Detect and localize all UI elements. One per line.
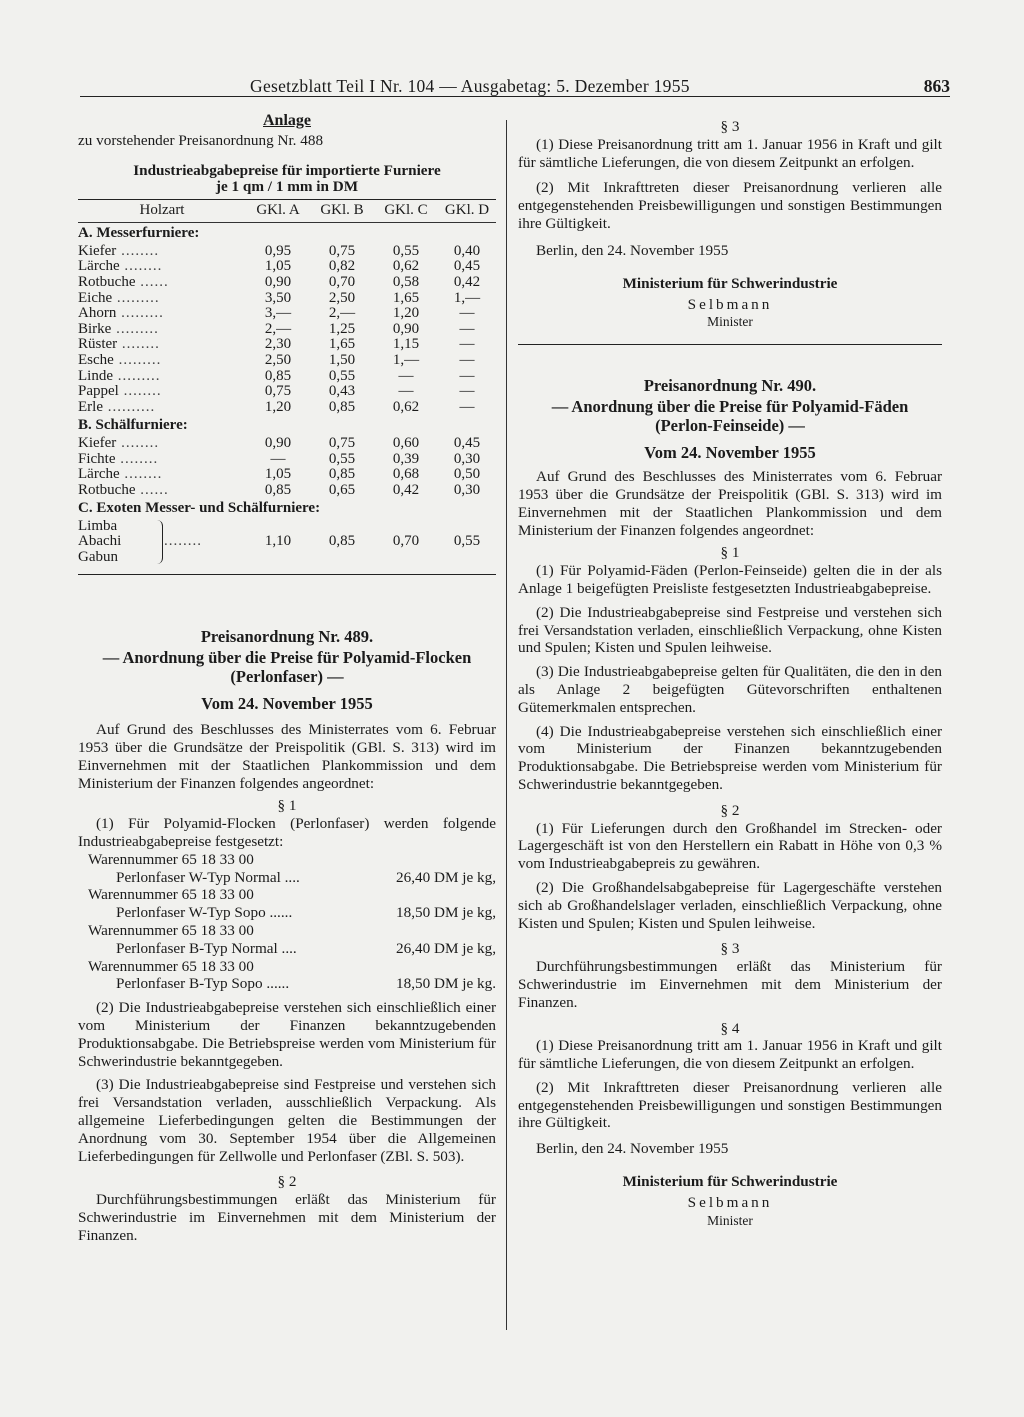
po490-s3-p: Durchführungsbestimmungen erläßt das Ministerium für Schwerindustrie im Einvernehmen mit dem Ministerium der Finanzen.: [518, 958, 942, 1011]
po489-signer-title: Minister: [707, 314, 753, 330]
price-cell-a: 0,85: [264, 367, 292, 384]
price-cell-a: 3,50: [264, 289, 292, 306]
group-row: [78, 223, 496, 244]
price-cell-d: —: [459, 383, 475, 400]
table-row: [78, 337, 496, 353]
leader-dots: .........: [113, 367, 161, 384]
price-cell-b: 0,85: [328, 466, 356, 483]
wood-name: Ahorn: [78, 305, 117, 322]
price-cell-d: —: [459, 305, 475, 322]
leader-dots: ........: [118, 383, 162, 400]
wood-name: Esche: [78, 351, 114, 368]
price-cell-a: 1,05: [264, 466, 292, 483]
wood-name: Abachi: [78, 533, 122, 550]
table-row: [78, 400, 496, 416]
price-cell-d: 0,30: [453, 481, 481, 498]
price-cell-c: 0,90: [392, 320, 420, 337]
price-cell-a: 0,95: [264, 242, 292, 259]
wood-name: Kiefer: [78, 434, 117, 451]
price-cell-c: 1,—: [392, 351, 420, 368]
price-cell-c: [374, 550, 438, 566]
price-cell-a: 0,75: [264, 383, 292, 400]
wood-cell: [78, 384, 246, 400]
price-cell-b: 0,55: [328, 450, 356, 467]
leader-dots: ......: [135, 273, 169, 290]
page-number: 863: [923, 76, 950, 96]
po489-s1-p3: (3) Die Industrieabgabepreise sind Festpreise und verstehen sich frei Versandstation verladen, ausschließlich Verpackung. Als allgemeine Lieferbedingungen gelten die Bestimmungen der Anordnung vom 30. September 1954 über die Allgemeinen Lieferbedingungen für Zellwolle und Perlonfaser (ZBl. S. 503).: [78, 1076, 496, 1165]
header-title: Gesetzblatt Teil I Nr. 104 — Ausgabetag: 5. Dezember 1955: [250, 76, 690, 96]
price-cell-d: 0,40: [453, 242, 481, 259]
leader-dots: ........: [119, 258, 163, 275]
wood-cell: [78, 467, 246, 483]
table-row: [78, 436, 496, 452]
group-label: C. Exoten Messer- und Schälfurniere:: [78, 500, 321, 517]
table-row: [78, 483, 496, 499]
price-cell-d: 1,—: [453, 289, 481, 306]
po490-date: Vom 24. November 1955: [644, 443, 816, 463]
price-cell-d: —: [459, 320, 475, 337]
price-cell-d: —: [459, 351, 475, 368]
table-row: [78, 322, 496, 338]
table-row: [78, 244, 496, 260]
leader-dots: ........: [164, 533, 202, 550]
price-cell-b: 0,70: [328, 273, 356, 290]
po490-s4-p1: (1) Diese Preisanordnung tritt am 1. Januar 1956 in Kraft und gilt für sämtliche Lieferungen, die von diesem Zeitpunkt an erfolgen.: [518, 1037, 942, 1073]
group-row: [78, 498, 496, 519]
leader-dots: ........: [116, 434, 160, 451]
wood-name: Lärche: [78, 258, 120, 275]
wood-cell: [78, 353, 246, 369]
po489-ministry: Ministerium für Schwerindustrie: [622, 274, 838, 292]
po489-s1-heading: § 1: [277, 797, 297, 815]
table-row: [78, 519, 496, 535]
po490-ministry: Ministerium für Schwerindustrie: [622, 1173, 838, 1191]
table-row: [78, 306, 496, 322]
price-cell-b: 0,75: [328, 242, 356, 259]
price-cell-d: 0,45: [453, 434, 481, 451]
po490-intro: Auf Grund des Beschlusses des Ministerrates vom 6. Februar 1953 über die Grundsätze der Preispolitik (GBl. S. 313) wird im Einvernehmen mit der Staatlichen Plankommission und dem Ministerium der Finanzen folgendes angeordnet:: [518, 468, 942, 539]
po490-s4-heading: § 4: [720, 1019, 740, 1037]
table-row: [78, 550, 496, 566]
anlage-subheading: zu vorstehender Preisanordnung Nr. 488: [78, 131, 324, 149]
price-cell-a: 0,90: [264, 273, 292, 290]
po490-title: Preisanordnung Nr. 490.: [643, 376, 817, 395]
wood-cell: [78, 259, 246, 275]
price-cell-d: [438, 519, 496, 535]
price-cell-c: 1,15: [392, 336, 420, 353]
product-price: 26,40 DM je kg,: [396, 939, 496, 957]
price-cell-c: 0,60: [392, 434, 420, 451]
po489-intro: Auf Grund des Beschlusses des Ministerrates vom 6. Februar 1953 über die Grundsätze der Preispolitik (GBl. S. 313) wird im Einvernehmen mit der Staatlichen Plankommission und dem Ministerium der Finanzen folgendes angeordnet:: [78, 721, 496, 792]
po490-s1-p3: (3) Die Industrieabgabepreise gelten für Qualitäten, die den in den als Anlage 2 beigefügten Gütevorschriften enthaltenen Gütemerkmalen entsprechen.: [518, 663, 942, 716]
anlage-heading: Anlage: [263, 112, 311, 129]
leader-dots: .........: [111, 320, 159, 337]
anlage-section: [78, 112, 496, 575]
wood-cell: [78, 550, 246, 566]
po490-subtitle-2: (Perlon-Feinseide) —: [655, 415, 805, 435]
price-cell-b: 0,85: [328, 533, 356, 550]
po490-s1-p4: (4) Die Industrieabgabepreise verstehen sich einschließlich einer vom Ministerium der Finanzen bekanntzugebenden Produktionsabgabe. Die Betriebspreise werden vom Ministerium für Schwerindustrie bekanntgegeben.: [518, 722, 942, 793]
wood-cell: [78, 400, 246, 416]
leader-dots: ........: [115, 450, 159, 467]
table-body: [78, 223, 496, 566]
price-cell-a: [246, 519, 310, 535]
price-cell-b: [310, 550, 374, 566]
po489-s2-p: Durchführungsbestimmungen erläßt das Ministerium für Schwerindustrie im Einvernehmen mit dem Ministerium der Finanzen.: [78, 1191, 496, 1244]
wood-cell: [78, 436, 246, 452]
wood-cell: [78, 306, 246, 322]
po490-signer-title: Minister: [707, 1212, 753, 1228]
po490-s1-heading: § 1: [720, 544, 740, 562]
po490-s2-heading: § 2: [720, 801, 740, 819]
product-name: Perlonfaser W-Typ Normal ....: [116, 868, 300, 886]
po489-section: [78, 628, 496, 1245]
po490-section: [518, 377, 942, 1230]
price-cell-d: 0,55: [453, 533, 481, 550]
po490-s4-p2: (2) Mit Inkrafttreten dieser Preisanordnung verlieren alle entgegenstehenden Preisbewilligungen und sonstigen Bestimmungen ihre Gültigkeit.: [518, 1078, 942, 1132]
price-cell-b: 0,85: [328, 398, 356, 415]
price-cell-c: —: [398, 383, 414, 400]
wood-name: Eiche: [78, 289, 113, 306]
product-price: 26,40 DM je kg,: [396, 868, 496, 886]
price-cell-c: 1,20: [392, 305, 420, 322]
po489-s3-p2: (2) Mit Inkrafttreten dieser Preisanordnung verlieren alle entgegenstehenden Preisbewilligungen und sonstigen Bestimmungen ihre Gültigkeit.: [518, 179, 942, 232]
table-row: [78, 353, 496, 369]
price-cell-c: 0,42: [392, 481, 420, 498]
price-cell-a: 1,05: [264, 258, 292, 275]
po490-signer: Selbmann: [687, 1194, 773, 1212]
price-cell-c: —: [398, 367, 414, 384]
price-cell-a: 2,50: [264, 351, 292, 368]
price-cell-b: 0,55: [328, 367, 356, 384]
price-cell-b: 0,75: [328, 434, 356, 451]
price-cell-b: 1,25: [328, 320, 356, 337]
table-row: [78, 534, 496, 550]
header-rule: [80, 96, 950, 97]
po490-s3-heading: § 3: [720, 940, 740, 958]
price-cell-c: 0,70: [392, 533, 420, 550]
table-bottom-rule: [78, 574, 496, 575]
price-cell-a: 3,—: [264, 305, 292, 322]
price-cell-c: 0,39: [392, 450, 420, 467]
group-label: B. Schälfurniere:: [78, 417, 188, 434]
perlonfaser-price-list: [78, 851, 496, 993]
wood-cell: [78, 337, 246, 353]
price-cell-b: 1,65: [328, 336, 356, 353]
price-cell-c: 0,62: [392, 258, 420, 275]
leader-dots: ........: [117, 336, 160, 353]
leader-dots: ........: [116, 242, 160, 259]
wood-cell: [78, 322, 246, 338]
po489-s3-p1: (1) Diese Preisanordnung tritt am 1. Januar 1956 in Kraft und gilt für sämtliche Lieferungen, die von diesem Zeitpunkt an erfolgen.: [518, 135, 942, 171]
price-cell-a: 2,30: [264, 336, 292, 353]
group-row: [78, 415, 496, 436]
leader-dots: ..........: [102, 398, 156, 415]
col-holzart: Holzart: [78, 200, 246, 223]
table-row: [78, 291, 496, 307]
table-row: [78, 384, 496, 400]
price-cell-d: 0,30: [453, 450, 481, 467]
po490-s2-p2: (2) Die Großhandelsabgabepreise für Lagergeschäfte verstehen sich ab Großhandelslager verladen, einschließlich Verpackung, ohne Kisten und Spulen; Kisten und Spulen leihweise.: [518, 878, 942, 932]
price-line: [78, 940, 496, 958]
warennummer: Warennummer 65 18 33 00: [88, 957, 254, 975]
po489-signer: Selbmann: [687, 295, 773, 313]
price-cell-a: —: [270, 450, 286, 467]
wood-name: Erle: [78, 398, 103, 415]
po489-s1-p2: (2) Die Industrieabgabepreise verstehen sich einschließlich einer vom Ministerium der Finanzen bekanntzugebenden Produktionsabgabe. Die Betriebspreise werden vom Ministerium für Schwerindustrie bekanntgegeben.: [78, 999, 496, 1070]
col-gkl-a: GKl. A: [246, 200, 310, 223]
table-row: [78, 369, 496, 385]
po489-date: Vom 24. November 1955: [201, 694, 373, 714]
wood-name: Rüster: [78, 336, 118, 353]
group-label: A. Messerfurniere:: [78, 225, 200, 242]
wood-cell: [78, 483, 246, 499]
wood-cell: [78, 244, 246, 260]
table-header-row: [78, 200, 496, 223]
leader-dots: .........: [112, 289, 160, 306]
warennummer: Warennummer 65 18 33 00: [88, 886, 254, 904]
po490-subtitle-1: — Anordnung über die Preise für Polyamid-Fäden: [551, 396, 909, 416]
leader-dots: ........: [119, 466, 163, 483]
price-cell-b: [310, 519, 374, 535]
wood-cell: [78, 369, 246, 385]
product-price: 18,50 DM je kg.: [396, 975, 496, 993]
product-name: Perlonfaser B-Typ Normal ....: [116, 939, 297, 957]
warennummer: Warennummer 65 18 33 00: [88, 850, 254, 868]
price-line: [78, 904, 496, 922]
wood-cell: [78, 275, 246, 291]
wood-name: Kiefer: [78, 242, 117, 259]
price-cell-a: 1,10: [264, 533, 292, 550]
po489-subtitle-2: (Perlonfaser) —: [230, 666, 344, 686]
po489-continued: [518, 118, 942, 345]
leader-dots: .........: [116, 305, 164, 322]
price-cell-d: 0,45: [453, 258, 481, 275]
po489-title: Preisanordnung Nr. 489.: [200, 627, 374, 646]
po490-s1-p2: (2) Die Industrieabgabepreise sind Festpreise und verstehen sich frei Versandstation verladen, einschließlich Verpackung, ohne Kisten und Spulen; Kisten und Spulen leihweise.: [518, 603, 942, 657]
price-cell-c: 1,65: [392, 289, 420, 306]
leader-dots: ......: [135, 481, 169, 498]
furniere-price-table: [78, 200, 496, 566]
wood-cell: [78, 519, 246, 535]
price-cell-b: 2,50: [328, 289, 356, 306]
wood-name: Pappel: [78, 383, 119, 400]
product-name: Perlonfaser B-Typ Sopo ......: [116, 975, 290, 993]
column-divider: [506, 120, 507, 1330]
price-cell-c: [374, 519, 438, 535]
price-cell-b: 1,50: [328, 351, 356, 368]
po489-s2-heading: § 2: [277, 1173, 297, 1191]
price-line: [78, 975, 496, 993]
price-cell-c: 0,68: [392, 466, 420, 483]
wood-cell: [78, 452, 246, 468]
wood-cell: [78, 534, 246, 550]
po489-subtitle-1: — Anordnung über die Preise für Polyamid-Flocken: [102, 647, 472, 667]
price-cell-b: 0,65: [328, 481, 356, 498]
po489-s3-heading: § 3: [720, 118, 740, 135]
price-cell-a: 2,—: [264, 320, 292, 337]
wood-name: Rotbuche: [78, 481, 136, 498]
table-title-line1: Industrieabgabepreise für importierte Furniere: [133, 161, 441, 179]
wood-name: Linde: [78, 367, 113, 384]
wood-name: Rotbuche: [78, 273, 136, 290]
wood-cell: [78, 291, 246, 307]
product-price: 18,50 DM je kg,: [396, 904, 496, 922]
price-cell-d: —: [459, 367, 475, 384]
price-cell-b: 0,43: [328, 383, 356, 400]
table-row: [78, 275, 496, 291]
wood-name: Gabun: [78, 549, 118, 566]
col-gkl-c: GKl. C: [374, 200, 438, 223]
price-cell-a: [246, 550, 310, 566]
price-cell-a: 0,85: [264, 481, 292, 498]
po489-s1-p1: (1) Für Polyamid-Flocken (Perlonfaser) werden folgende Industrieabgabepreise festgesetzt:: [78, 815, 496, 850]
price-cell-d: 0,50: [453, 466, 481, 483]
table-row: [78, 452, 496, 468]
col-gkl-b: GKl. B: [310, 200, 374, 223]
price-cell-c: 0,62: [392, 398, 420, 415]
price-cell-b: 0,82: [328, 258, 356, 275]
price-cell-c: 0,55: [392, 242, 420, 259]
price-cell-d: —: [459, 336, 475, 353]
col-gkl-d: GKl. D: [438, 200, 496, 223]
price-cell-d: —: [459, 398, 475, 415]
wood-name: Birke: [78, 320, 112, 337]
price-cell-c: 0,58: [392, 273, 420, 290]
wood-name: Fichte: [78, 450, 116, 467]
warennummer: Warennummer 65 18 33 00: [88, 921, 254, 939]
price-cell-a: 0,90: [264, 434, 292, 451]
price-line: [78, 869, 496, 887]
table-row: [78, 259, 496, 275]
price-cell-d: 0,42: [453, 273, 481, 290]
price-cell-b: 2,—: [328, 305, 356, 322]
product-name: Perlonfaser W-Typ Sopo ......: [116, 904, 293, 922]
wood-name: Limba: [78, 517, 118, 534]
price-cell-a: 1,20: [264, 398, 292, 415]
leader-dots: .........: [113, 351, 162, 368]
po489-place-date: Berlin, den 24. November 1955: [536, 241, 729, 259]
wood-name: Lärche: [78, 466, 120, 483]
po490-s2-p1: (1) Für Lieferungen durch den Großhandel im Strecken- oder Lagergeschäft ist von den Herstellern ein Rabatt in Höhe von 0,3 % vom Industrieabgabepreis zu gewähren.: [518, 819, 942, 873]
po490-s1-p1: (1) Für Polyamid-Fäden (Perlon-Feinseide) gelten die in der als Anlage 1 beigefügten Preisliste festgesetzten Industrieabgabepreise.: [518, 562, 942, 597]
po490-place-date: Berlin, den 24. November 1955: [536, 1140, 729, 1158]
price-cell-d: [438, 550, 496, 566]
table-row: [78, 467, 496, 483]
table-title-line2: je 1 qm / 1 mm in DM: [215, 177, 359, 195]
section-rule: [518, 344, 942, 345]
